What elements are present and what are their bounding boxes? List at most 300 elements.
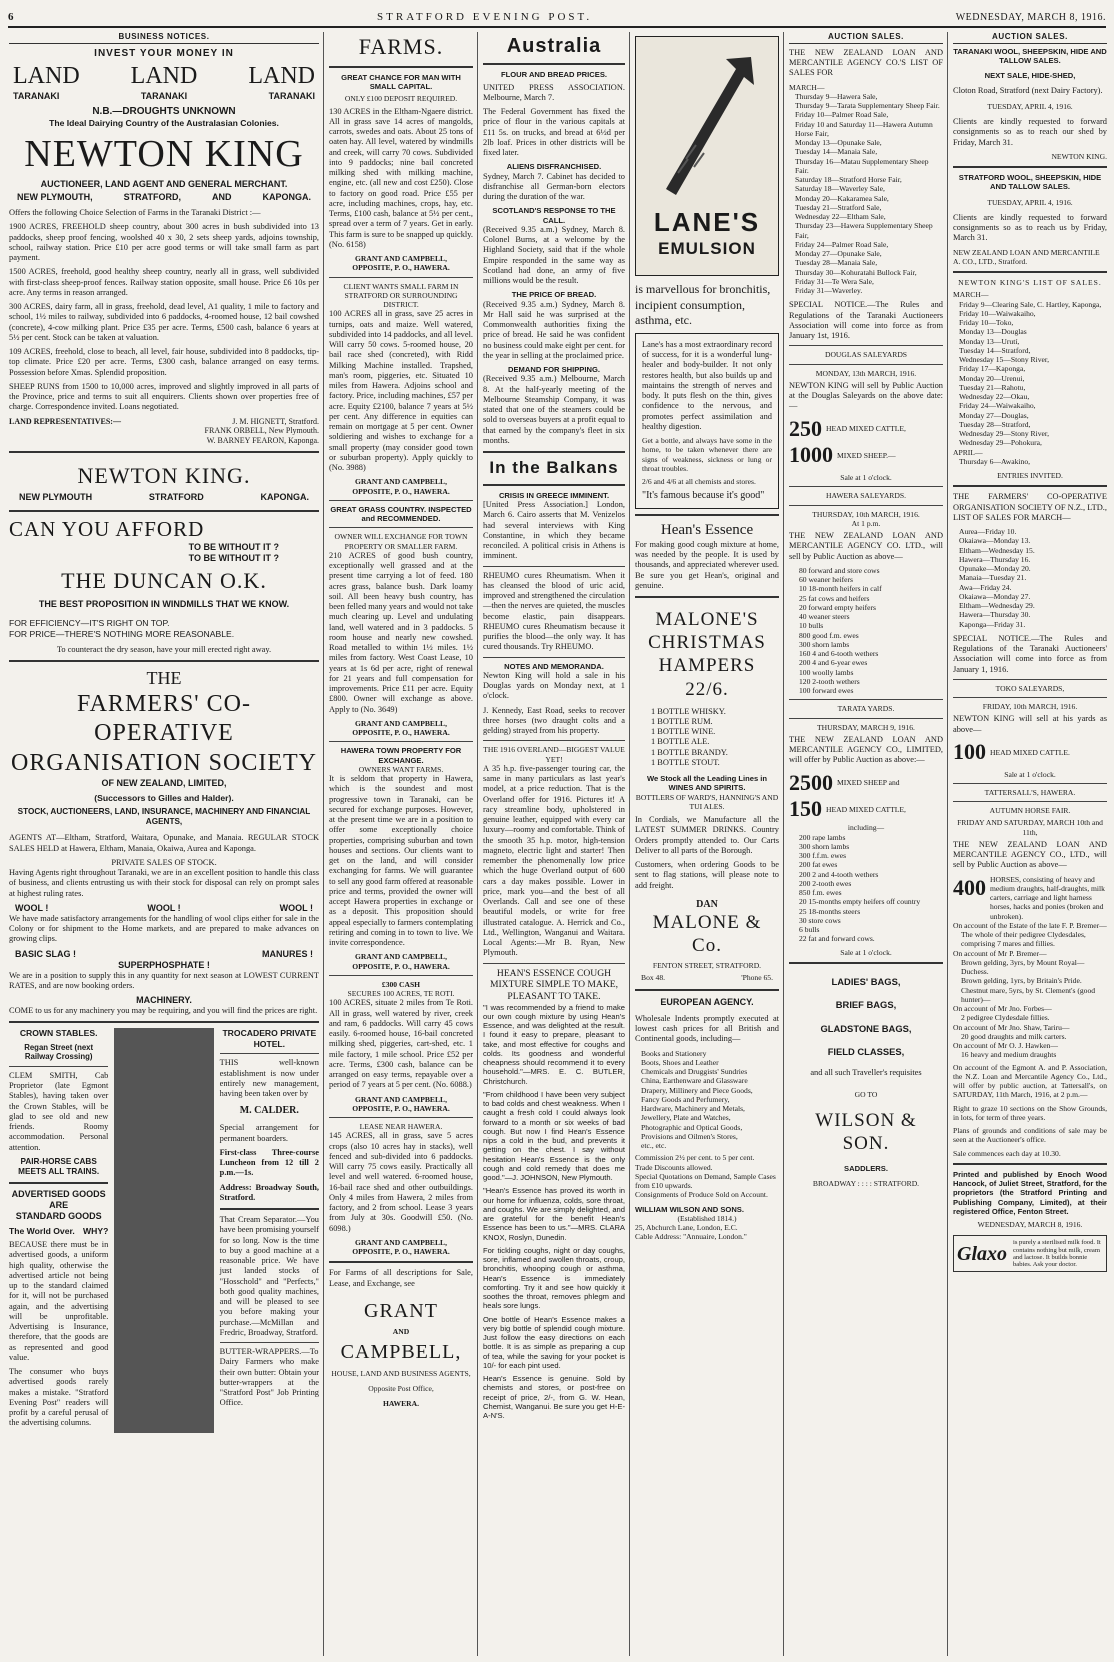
list-item: Eltham—Wednesday 29. xyxy=(959,601,1035,610)
list-item: Friday 24—Waiwakaiho, xyxy=(959,401,1036,411)
body-text: CLEM SMITH, Cab Proprietor (late Egmont Stables), having taken over the Crown Stables, will be glad to see old and new friends. Roomy accommodation. Personal attention. xyxy=(9,1070,109,1152)
dan: DAN xyxy=(696,898,718,910)
list-item: Jewellery, Plate and Watches, xyxy=(641,1113,731,1123)
glaxo-ad xyxy=(953,1235,1107,1272)
saleyard-heading: TOKO SALEYARDS, xyxy=(995,683,1065,693)
list-item: Drapery, Millinery and Piece Goods, xyxy=(641,1085,753,1095)
ad-line: To counteract the dry season, have your mill erected right away. xyxy=(56,645,272,654)
bottom-ads xyxy=(9,1028,319,1432)
testimonial: "Hean's Essence has proved its worth in our home for influenza, colds, sore throat, and coughs. We are simply delighted, and are grateful for the benefit Hean's Essence has been to us."—MRS. CLARA KNOX, Roslyn, Dunedin. xyxy=(483,1186,625,1242)
farm-listing: 1500 ACRES, freehold, good healthy sheep country, nearly all in grass, well subdivided with first-class sheep-proof fences. Railway station opposite, small house. Price £6 10s per acre. Any terms in reason arranged. xyxy=(9,267,319,297)
campbell-title: CAMPBELL, xyxy=(340,1341,462,1364)
list-item: Friday 10—Waiwakaiho, xyxy=(959,308,1036,318)
arrow-illustration-icon xyxy=(656,49,766,199)
towns-row xyxy=(9,190,319,205)
list-item: 1 BOTTLE RUM. xyxy=(651,716,713,726)
list-item: 100 woolly lambs xyxy=(799,667,854,677)
list-item: Hawera—Thursday 30. xyxy=(959,610,1031,620)
list-item: Thursday 9—Hawera Sale, xyxy=(795,91,878,101)
world-row xyxy=(9,1226,108,1236)
list-item: Saturday 18—Stratford Horse Fair, xyxy=(795,175,902,184)
sales-list xyxy=(953,527,1107,629)
news-headline: CRISIS IN GREECE IMMINENT. xyxy=(498,490,610,500)
lot-row xyxy=(789,770,943,797)
taranaki-word: TARANAKI xyxy=(140,91,188,102)
sale-date: THURSDAY, MARCH 9, 1916. xyxy=(817,722,915,732)
column-news xyxy=(480,32,628,1656)
body-text: Get a bottle, and always have some in the home, to be taken whenever there are signs of weakness, sickness or lung or throat troubles. xyxy=(642,436,772,473)
land-word: LAND xyxy=(248,62,315,89)
body-text: and all such Traveller's requisites xyxy=(810,1067,922,1077)
lot-count: 1000 xyxy=(789,442,833,468)
body-text: 2/6 and 4/6 at all chemists and stores. xyxy=(642,477,756,487)
agent-signature: GRANT AND CAMPBELL, xyxy=(354,1237,448,1247)
body-text: NEWTON KING will sell at his yards as above— xyxy=(953,714,1107,734)
superphosphate: SUPERPHOSPHATE ! xyxy=(118,959,210,970)
list-item: 300 f.f.m. ewes xyxy=(799,851,847,861)
lot-row xyxy=(789,416,943,443)
list-item: Kaponga—Friday 31. xyxy=(959,619,1026,629)
news-headline: NOTES AND MEMORANDA. xyxy=(504,661,604,671)
list-item: Tuesday 14—Stratford, xyxy=(959,345,1031,355)
sale-date: TUESDAY, APRIL 4, 1916. xyxy=(987,197,1073,207)
body-text: Wholesale Indents promptly executed at lowest cash prices for all British and Continental goods, including— xyxy=(635,1013,779,1044)
glaxo-logo: Glaxo xyxy=(957,1242,1007,1265)
farm-listing: 100 ACRES all in grass, save 25 acres in turnips, oats and maize. Well watered, subdivided into 14 paddocks, and all level. Will carry 50 cows. 5-roomed house, 20 bail race shed (concreted), with Ridd Milking Machine installed. Trapshed, man's room, piggeries, etc. Situated 10 miles from Hawera. Adjoins school and factory. Price, including machines, £57 per acre. Equity £2100, balance 7 years at 5½ per cent. Any difference in equities can remain on mortgage at 5 per cent. Owner soldiering and wishes to exchange for a small property (may consider good town or suburban property). Apply quickly to (No. 3988) xyxy=(329,309,473,473)
ad-subhead: BROADWAY : : : : STRATFORD. xyxy=(812,1178,920,1188)
body-text: Cable Address: "Annuaire, London." xyxy=(635,1232,747,1242)
list-item: Okaiawa—Monday 13. xyxy=(959,536,1031,546)
wool-row xyxy=(9,903,319,914)
news-headline: THE 1916 OVERLAND—BIGGEST VALUE YET! xyxy=(483,745,625,764)
column-rule xyxy=(477,32,478,1656)
lanes-text-box xyxy=(635,333,779,510)
newton-king-title: NEWTON KING xyxy=(24,132,304,175)
testimonial: Hean's Essence is genuine. Sold by chemists and stores, or post-free on receipt of price, 2/-, from G. W. Hean, Chemist, Wanganui. Be sure you get H-E-A-N'S. xyxy=(483,1374,625,1421)
agent-signature: GRANT AND CAMPBELL, xyxy=(354,718,448,728)
rep-name: W. BARNEY FEARON, Kaponga. xyxy=(206,436,319,446)
ad-subhead: GREAT CHANCE FOR MAN WITH SMALL CAPITAL. xyxy=(341,72,461,92)
news-body: (Received 9.35 a.m.) Sydney, March 8. Mr Hall said he was surprised at the Commonwealth authorities fixing the price of bread. He said he was confident no business could make eight per cent. for the year in selling at the proclaimed price. xyxy=(483,299,625,360)
column-rule xyxy=(947,32,948,1656)
body-text: 2 pedigree Clydesdale fillies. xyxy=(961,1013,1050,1023)
farm-listing: 130 ACRES in the Eltham-Ngaere district. All in grass save 14 acres of mangolds, carrots, swedes and oats. About 25 tons of oaten hay. All level, watered by windmills and creek, will carry 70 cows. Subdivided into 9 paddocks; nine bail concreted milking shed with milking machine, engine, etc. (all new and cost £250). Close to factory on good road. Price £55 per acre, including machines, crops, hay, etc. Terms, £100 cash, balance at 5½ per cent., spread over a term of 7 years. Get in early. This farm is sure to be snapped up quickly. (No. 6158) xyxy=(329,106,473,249)
body-text: SPECIAL NOTICE.—The Rules and Regulations of the Taranaki Auctioneers Association will come into force as from January 1st, 1916. xyxy=(789,300,943,340)
body-text: Clients are kindly requested to forward consignments so as to reach our shed by Friday, March 31. xyxy=(953,117,1107,147)
malone-title: HAMPERS xyxy=(658,655,756,677)
testimonial: "I was recommended by a friend to make our own cough mixture by using Hean's Essence, and was delighted at the result. I found it easy to prepare, pleasant to take, and most effective for coughs and colds. Its goodness and wonderful cheapness should recommend it to every household."—MRS. E. C. BUTLER, Christchurch. xyxy=(483,1002,625,1086)
list-item: Friday 17—Kaponga, xyxy=(959,364,1026,374)
body-text: In Cordials, we Manufacture all the LATEST SUMMER DRINKS. Country Orders promptly attended to. Our Carts Deliver to all parts of the Borough. xyxy=(635,815,779,855)
box: Box 48. xyxy=(641,972,666,982)
body-text: Clients are kindly requested to forward consignments so as to reach us by Friday, March 31. xyxy=(953,212,1107,243)
list-item: 160 4 and 6-tooth wethers xyxy=(799,649,879,659)
body-text: For making good cough mixture at home, was needed by the people. It is used by thousands, and appreciated wherever used. Be sure you get Hean's, original and genuine. xyxy=(635,539,779,590)
body-text: On account of the Estate of the late F. P. Bremer— xyxy=(953,920,1107,930)
sale-date: TUESDAY, APRIL 4, 1916. xyxy=(987,101,1073,111)
malone-title: CHRISTMAS xyxy=(648,632,766,654)
ad-subhead: GREAT GRASS COUNTRY. INSPECTED and RECOMMENDED. xyxy=(330,504,472,524)
lot-list xyxy=(789,833,943,944)
body-text: Plans of grounds and conditions of sale may be seen at the Auctioneer's office. xyxy=(953,1126,1107,1145)
body-text: The whole of their pedigree Clydesdales, comprising 7 mares and fillies. xyxy=(961,930,1086,949)
taranaki-word: TARANAKI xyxy=(13,91,60,102)
ad-subhead: Opposite Post Office, xyxy=(368,1384,434,1394)
list-item: etc., etc. xyxy=(641,1141,667,1151)
crown-stables-heading: CROWN STABLES. xyxy=(19,1028,98,1039)
ad-subhead: OWNER WILL EXCHANGE FOR TOWN PROPERTY OR SMALLER FARM. xyxy=(334,532,468,551)
rheumo-ad: RHEUMO cures Rheumatism. When it has cleansed the blood of uric acid, improved and strengthened the circulation—then the nerves are quieted, the muscles become elastic, pain disappears. RHEUMO cures Rheumatism because it purifies the blood—the only way. It has cured thousands. Try RHEUMO. xyxy=(483,570,625,652)
sale-date: FRIDAY, 10th MARCH, 1916. xyxy=(982,702,1078,711)
body-text: THE NEW ZEALAND LOAN AND MERCANTILE AGENCY CO., LTD., will sell by Public Auction as above— xyxy=(953,839,1107,870)
sales-list xyxy=(789,92,943,296)
list-item: 60 weaner heifers xyxy=(799,575,853,585)
body-text: We are in a position to supply this in any quantity for next season at LOWEST CURRENT RATES, and are now booking orders. xyxy=(9,970,319,990)
list-item: Books and Stationery xyxy=(641,1048,707,1058)
agent-signature: OPPOSITE, P. O., HAWERA. xyxy=(352,1103,450,1113)
taranaki-word: TARANAKI xyxy=(268,91,315,102)
list-item: Thursday 6—Awakino, xyxy=(959,456,1031,466)
signature: NEWTON KING. xyxy=(1051,151,1107,161)
ad-subhead: TO BE WITHOUT IT ? xyxy=(188,553,279,564)
ad-subhead: STRATFORD WOOL, SHEEPSKIN, HIDE AND TALLOW SALES. xyxy=(958,173,1102,192)
lot-list xyxy=(789,566,943,696)
list-item: Tuesday 28—Manaia Sale, xyxy=(795,258,878,268)
town: NEW PLYMOUTH xyxy=(19,491,93,502)
list-item: 20 15-months empty heifers off country xyxy=(799,897,921,907)
body-text: including— xyxy=(847,823,885,833)
list-item: Monday 13—Opunake Sale, xyxy=(795,138,882,147)
sale-time: Sale at 1 o'clock. xyxy=(840,947,892,957)
grant-title: GRANT xyxy=(364,1299,438,1322)
agent-signature: GRANT AND CAMPBELL, xyxy=(354,952,448,962)
saleyard-heading: TATTERSALL'S, HAWERA. xyxy=(984,787,1076,797)
ad-subhead: OWNERS WANT FARMS. xyxy=(358,764,444,774)
body-text: Right to graze 10 sections on the Show Grounds, in lots, for term of three years. xyxy=(953,1103,1107,1122)
reps-label: LAND REPRESENTATIVES:— xyxy=(9,416,121,426)
testimonial: One bottle of Hean's Essence makes a very big bottle of splendid cough mixture. Just follow the easy directions on each bottle. It is as simple as preparing a cup of tea, while the saving for your pocket is 10/- for each pint used. xyxy=(483,1314,625,1370)
list-item: 80 forward and store cows xyxy=(799,565,880,575)
body-text: Offers the following Choice Selection of Farms in the Taranaki District :— xyxy=(9,208,261,218)
body-text: THE NEW ZEALAND LOAN AND MERCANTILE AGENCY CO. LTD., will sell by Public Auction as above— xyxy=(789,531,943,561)
ad-subhead: CLIENT WANTS SMALL FARM IN STRATFORD OR SURROUNDING DISTRICT. xyxy=(343,281,459,310)
month-label: MARCH— xyxy=(953,290,989,300)
sales-list xyxy=(953,300,1107,448)
news-body: (Received 9.35 a.m.) Melbourne, March 8. At the half-yearly meeting of the Melbourne Steamship Company, it was stated that one of the steamers could be sold to overseas buyers at a profit equal to that earned by the company's fleet in six months. xyxy=(483,374,625,445)
body-text: Customers, when ordering Goods to be sent to flag stations, will please note to add freight. xyxy=(635,860,779,890)
machinery-heading: MACHINERY. xyxy=(136,995,192,1006)
lot-row xyxy=(953,875,1107,921)
body-text: On account of Mr O. J. Hawken— xyxy=(953,1041,1059,1051)
news-headline: SCOTLAND'S RESPONSE TO THE CALL. xyxy=(492,206,616,225)
list-item: 6 bulls xyxy=(799,925,820,935)
basic-slag: BASIC SLAG ! xyxy=(15,948,77,959)
malone-title: MALONE'S xyxy=(655,609,759,631)
body-text: Lane's has a most extraordinary record of success, for it is a wonderful lung-healer and body-builder. It not only restores health, but also builds up and maintains the strength of nerves and body. It puts flesh on the thin, gives confidence to the nervous, and promotes perfect assimilation and healthy digestion. xyxy=(642,339,772,431)
list-item: Tuesday 14—Manaia Sale, xyxy=(795,147,878,157)
lot-count: 400 xyxy=(953,874,986,900)
taranaki-row xyxy=(9,91,319,102)
lot-desc: HEAD MIXED CATTLE, xyxy=(826,805,906,815)
list-item: 1 BOTTLE BRANDY. xyxy=(651,747,728,757)
farm-listing: 100 ACRES, situate 2 miles from Te Roti. All in grass, well watered by river, creek and ram, 6 paddocks. Will carry 45 cows easily. 6-roomed house, 16-bail concreted milking shed, piggeries, cart-shed, etc. 1 mile factory, 1 mile school. Price £52 per acre. Terms, £300 cash, balance can be arranged on easy terms, repayable over a period of 7 years at 5 per cent. (No. 6088.) xyxy=(329,998,473,1090)
news-body: Sydney, March 7. Cabinet has decided to disfranchise all German-born electors during the duration of the war. xyxy=(483,171,625,202)
agent-signature: GRANT AND CAMPBELL, xyxy=(354,1094,448,1104)
ad-subhead: STANDARD GOODS xyxy=(15,1210,102,1221)
agent-signature: OPPOSITE, P. O., HAWERA. xyxy=(352,263,450,273)
news-headline: DEMAND FOR SHIPPING. xyxy=(508,365,600,375)
column-ads xyxy=(632,32,782,1656)
body-text: Chestnut mare, 5yrs, by St. Clement's (good hunter)— xyxy=(961,985,1096,1004)
body-text: Special Quotations on Demand, Sample Cases from £10 upwards. xyxy=(635,1171,776,1191)
imprint: Printed and published by Enoch Wood Hancock, of Juliet Street, Stratford, for the proprietors (the Stratford Printing and Publishing Company, Limited), at their registered Office, Fenton Street. xyxy=(953,1169,1107,1216)
body-text: BECAUSE there must be in advertised goods, a uniform high quality, otherwise the advertised article not being up to the standard claimed for it, will not be purchased again, and the advertising will be unprofitable. Advertising is Insurance, therefore, that the goods are as represented and good value. xyxy=(9,1240,109,1362)
body-text: BUTTER-WRAPPERS.—To Dairy Farmers who make their own butter: Obtain your butter-wrappers at the "Stratford Post" Job Printing Office. xyxy=(219,1347,319,1408)
wool-word: WOOL ! xyxy=(279,902,313,913)
hean-title: Hean's Essence xyxy=(660,522,754,539)
list-item: 10 18-month heifers in calf xyxy=(799,584,882,594)
list-item: 200 rape lambs xyxy=(799,832,846,842)
body-text: We have made satisfactory arrangements for the handling of wool clips either for sale in the Colony or for shipment to the Home markets, and are prepared to make advances on growing clips. xyxy=(9,913,319,944)
list-item: Friday 31—Waverley. xyxy=(795,286,863,295)
section-header: AUCTION SALES. xyxy=(953,32,1107,44)
body-text: Trade Discounts allowed. xyxy=(635,1162,713,1172)
list-item: 800 good f.m. ewes xyxy=(799,630,859,640)
farm-listing: 210 ACRES of good bush country, exceptionally well grassed and at the present time carrying a lot of feed. 180 acres grass, balance bush. Dark loamy soil. All been heavy bush country, has been felled many years and would not take much clearing up. Level and undulating land, well watered and in 3 paddocks. 5 room house and nearly new cowshed. Road metalled to within 1½ miles. 1½ miles from factory. West Coast Lease, 10 years at 1s 6d per acre, right of renewal for 21 years and full compensation for improvements. Price £11 per acre. Equity £800. Owner will exchange as above. Apply to (No. 3649) xyxy=(329,550,473,714)
list-item: Thursday 30—Kohuratahi Bullock Fair, xyxy=(795,267,917,277)
body-text: On account of Mr P. Bremer— xyxy=(953,948,1047,958)
body-text: THIS well-known establishment is now under entirely new management, having been taken over by xyxy=(219,1058,319,1099)
body-text: THE NEW ZEALAND LOAN AND MERCANTILE AGENCY CO., LIMITED, will offer by Public Auction as above:— xyxy=(789,734,943,765)
ad-subhead: N.B.—DROUGHTS UNKNOWN xyxy=(92,106,236,118)
rep-name: FRANK ORBELL, New Plymouth. xyxy=(204,426,319,436)
coop-the: THE xyxy=(146,668,182,689)
list-item: Chemicals and Druggists' Sundries xyxy=(641,1067,748,1077)
list-item: 100 forward ewes xyxy=(799,686,854,696)
ad-subhead: PRIVATE SALES OF STOCK. xyxy=(111,857,217,867)
list-item: Tuesday 21—Rahotu, xyxy=(959,382,1026,392)
ad-subhead: LEASE NEAR HAWERA. xyxy=(359,1122,443,1132)
body-text: THE FARMERS' CO-OPERATIVE ORGANISATION SOCIETY OF N.Z., LTD., LIST OF SALES FOR MARCH— xyxy=(953,492,1107,522)
ad-line: FOR EFFICIENCY—IT'S RIGHT ON TOP. xyxy=(9,618,170,629)
agent-signature: GRANT AND CAMPBELL, xyxy=(354,254,448,264)
ad-subhead: OF NEW ZEALAND, LIMITED, xyxy=(101,778,227,788)
emulsion-logo: EMULSION xyxy=(658,239,756,258)
ad-subhead: We Stock all the Leading Lines in WINES AND SPIRITS. xyxy=(646,774,768,793)
list-item: Boots, Shoes and Leather xyxy=(641,1057,719,1067)
news-body: [United Press Association.] London, March 6. Cairo asserts that M. Venizelos had several interviews with King Constantine, in which they became reconciled. A political crisis in Athens is imminent. xyxy=(483,500,625,561)
list-item: Provisions and Oilmen's Stores, xyxy=(641,1131,738,1141)
list-item: 120 2-tooth wethers xyxy=(799,676,860,686)
page-number: 6 xyxy=(8,11,14,23)
sale-time: Sale at 1 o'clock. xyxy=(840,473,892,483)
list-item: Friday 10—Palmer Road Sale, xyxy=(795,110,889,120)
list-item: Hawera—Thursday 16. xyxy=(959,554,1031,564)
list-item: 30 store cows xyxy=(799,915,841,925)
windmill-headline: CAN YOU AFFORD xyxy=(9,516,205,541)
bags-line: FIELD CLASSES, xyxy=(827,1046,905,1058)
glaxo-text: is purely a sterilised milk food. It contains nothing but milk, cream and lactose. It builds bonnie babies. Ask your doctor. xyxy=(1013,1239,1101,1269)
list-item: Photographic and Optical Goods, xyxy=(641,1122,743,1132)
land-row xyxy=(9,62,319,91)
ad-subhead: THE BEST PROPOSITION IN WINDMILLS THAT WE KNOW. xyxy=(38,599,290,610)
town: KAPONGA. xyxy=(262,192,311,203)
column-business-notices xyxy=(6,32,322,1656)
issue-date: WEDNESDAY, MARCH 8, 1916. xyxy=(955,11,1106,23)
hamper-list xyxy=(635,707,779,769)
sale-time: Sale at 1 o'clock. xyxy=(1004,769,1056,779)
body-text: 16 heavy and medium draughts xyxy=(961,1050,1057,1060)
malone-co: MALONE & Co. xyxy=(652,912,762,957)
section-header: BUSINESS NOTICES. xyxy=(9,32,319,44)
sale-date: FRIDAY AND SATURDAY, MARCH 10th and 11th, xyxy=(957,818,1103,837)
body-text: Brown gelding, 1yrs, by Britain's Pride. xyxy=(961,976,1082,986)
body-text: Cloton Road, Stratford (next Dairy Factory). xyxy=(953,85,1103,95)
list-item: 300 shorn lambs xyxy=(799,841,850,851)
ad-subhead: NEXT SALE, HIDE-SHED, xyxy=(984,71,1076,81)
testimonial: For tickling coughs, night or day coughs, sore, inflamed and swollen throats, croup, bronchitis, whooping cough or asthma, Hean's Essence is immediately comforting. Try it and see how quickly it soothes the throat, removes phlegm and heals sore lungs. xyxy=(483,1245,625,1311)
list-item: Wednesday 22—Eltham Sale, xyxy=(795,212,886,221)
ad-subhead: ADVERTISED GOODS ARE xyxy=(11,1188,106,1210)
and-word: AND xyxy=(392,1327,410,1337)
wilson-signature: WILLIAM WILSON AND SONS. xyxy=(635,1204,744,1214)
list-item: 1 BOTTLE WHISKY. xyxy=(651,706,726,716)
news-body: (Received 9.35 a.m.) Sydney, March 8. Colonel Burns, at a welcome by the Highland Society, said that if the whole Empire responded in the same way as Scotland had done, an army of five millions would be the result. xyxy=(483,224,625,286)
list-item: China, Earthenware and Glassware xyxy=(641,1076,748,1086)
column-rule xyxy=(629,32,630,1656)
goods-list xyxy=(635,1049,779,1151)
ad-subhead: (Successors to Gilles and Halder). xyxy=(94,792,234,803)
bags-line: BRIEF BAGS, xyxy=(835,999,897,1011)
body-text: GO TO xyxy=(854,1089,878,1099)
ad-subhead: SADDLERS. xyxy=(844,1163,888,1173)
ad-subhead: HOUSE, LAND AND BUSINESS AGENTS, xyxy=(331,1368,471,1378)
lot-desc: HEAD MIXED CATTLE. xyxy=(990,747,1070,757)
sale-date: THURSDAY, 10th MARCH, 1916. xyxy=(812,509,920,519)
ad-subhead: TO BE WITHOUT IT ? xyxy=(188,542,279,553)
list-item: Aurea—Friday 10. xyxy=(959,527,1017,536)
imprint-date: WEDNESDAY, MARCH 8, 1916. xyxy=(977,1220,1083,1230)
list-item: Hardware, Machinery and Metals, xyxy=(641,1104,745,1114)
european-agency-heading: EUROPEAN AGENCY. xyxy=(660,996,754,1007)
list-item: Monday 13—Douglas xyxy=(959,327,1027,337)
slogan: "It's famous because it's good" xyxy=(642,490,765,502)
column-auction-sales-2 xyxy=(950,32,1110,1656)
section-header: AUCTION SALES. xyxy=(789,32,943,44)
news-headline: ALIENS DISFRANCHISED. xyxy=(506,162,602,172)
ad-subhead: The Ideal Dairying Country of the Australasian Colonies. xyxy=(49,118,279,129)
signature: NEW ZEALAND LOAN AND MERCANTILE A. CO., LTD., Stratford. xyxy=(953,247,1100,266)
manure-row xyxy=(9,949,319,960)
list-item: Opunake—Monday 20. xyxy=(959,564,1031,573)
lot-row xyxy=(789,796,943,823)
ad-subhead: TARANAKI WOOL, SHEEPSKIN, HIDE AND TALLOW SALES. xyxy=(953,46,1107,65)
farm-listing: SHEEP RUNS from 1500 to 10,000 acres, improved and slightly improved in all parts of the Province, price and terms to suit all enquirers. Clients shown over properties free of charge. Correspondence invited. Loans negotiated. xyxy=(9,381,319,412)
list-item: Monday 13—Urutí, xyxy=(959,336,1020,346)
rep-name: J. M. HIGNETT, Stratford. xyxy=(232,416,319,426)
lot-desc: MIXED SHEEP.— xyxy=(837,451,896,461)
heans-headline: HEAN'S ESSENCE COUGH MIXTURE SIMPLE TO MAKE, PLEASANT TO TAKE. xyxy=(489,967,619,1003)
ad-subhead: AUCTIONEER, LAND AGENT AND GENERAL MERCHANT. xyxy=(40,179,288,190)
sale-date: MONDAY, 13th MARCH, 1916. xyxy=(815,368,917,378)
ad-subhead: PAIR-HORSE CABS MEETS ALL TRAINS. xyxy=(18,1156,100,1176)
news-body: Newton King will hold a sale in his Douglas yards on Monday next, at 1 o'clock. xyxy=(483,670,625,701)
testimonial: "From childhood I have been very subject to bad colds and chest weakness. When I caught a fresh cold I could always look forward to a month or six weeks of bad cough. But now I find Hean's Essence nips a cold in the bud, and prevents it getting on the chest. I say without hesitation Hean's Essence is the only cough and cold remedy that does me good."—J. JOHNSON, New Plymouth. xyxy=(483,1089,625,1183)
list-item: Monday 27—Opunake Sale, xyxy=(795,249,882,258)
ad-subhead: BOTTLERS OF WARD'S, HANNING'S AND TUI ALES. xyxy=(635,792,779,811)
ad-subhead: NEWTON KING'S LIST OF SALES. xyxy=(958,278,1102,287)
ad-subhead: ONLY £100 DEPOSIT REQUIRED. xyxy=(344,94,458,104)
column-farms xyxy=(326,32,476,1656)
masthead xyxy=(8,8,1106,28)
list-item: 20 forward empty heifers xyxy=(799,602,876,612)
world: The World Over. xyxy=(9,1225,75,1236)
sale-time: At 1 p.m. xyxy=(851,518,881,528)
list-item: 1 BOTTLE WINE. xyxy=(651,727,716,737)
news-headline: THE PRICE OF BREAD. xyxy=(511,290,597,300)
town: AND xyxy=(211,192,232,203)
list-item: Manaia—Tuesday 21. xyxy=(959,573,1027,583)
list-item: Saturday 18—Waverley Sale, xyxy=(795,184,885,194)
list-item: Wednesday 29—Pohokura, xyxy=(959,438,1042,448)
lanes-logo: LANE'S xyxy=(653,207,761,237)
body-text: That Cream Separator.—You have been promising yourself for so long. Now is the time to buy a good machine at a reasonable price. We have just landed stocks of "Hosschold" and "Perfects," both good quality machines, and will be pleased to see you before making your purchase.—McMillan and Fredric, Broadway, Stratford. xyxy=(219,1215,319,1337)
town: KAPONGA. xyxy=(260,491,309,502)
body-text: COME to us for any machinery you may be requiring, and you will find the prices are right. xyxy=(9,1006,318,1016)
list-item: Tuesday 21—Stratford Sale, xyxy=(795,202,882,212)
list-item: 1 BOTTLE ALE. xyxy=(651,737,710,747)
list-item: 25 fat cows and heifers xyxy=(799,593,870,603)
overland-ad: A 35 h.p. five-passenger touring car, the same in many particulars as last year's model, at a price reduction. That is the Overland offer for 1916. Pictures it! A racy streamline body, upholstered in genuine leather, equipped with every car luxury—roomy and comfortable. Think of the smooth 35 h.p. motor, high-tension magneto, electric light and starter! Then remember the phenomenally low price which the huge Overland output of 600 cars a day makes possible. Lower in price, mark you—and the best of all Overlands. Call and see one of these beautiful models, or write for free illustrated catalogue. A. Herrick and Co., Ltd., Wellington, Wanganui and Waitara. Local Agents:—Mr B. Ryan, New Plymouth. xyxy=(483,763,625,958)
son-title: SON. xyxy=(842,1133,890,1155)
agent-signature: GRANT AND CAMPBELL, xyxy=(354,477,448,487)
ad-subhead: ENTRIES INVITED. xyxy=(997,471,1063,480)
coop-title: FARMERS' CO-OPERATIVE xyxy=(77,691,251,747)
news-body: The Federal Government has fixed the price of flour in the various capitals at £11 5s. on trucks, and bread at 6½d per 2lb loaf. Prices in other districts will be fixed later. xyxy=(483,107,625,158)
list-item: 200 4 and 6-year ewes xyxy=(799,658,868,668)
list-item: Wednesday 15—Stony River, xyxy=(959,355,1049,364)
coop-title: ORGANISATION SOCIETY xyxy=(11,749,317,776)
list-item: Thursday 16—Matau Supplementary Sheep Fair. xyxy=(795,156,929,175)
list-item: Wednesday 29—Stony River, xyxy=(959,429,1049,438)
town: STRATFORD, xyxy=(123,192,181,203)
lot-count: 100 xyxy=(953,738,986,764)
body-text: First-class Three-course Luncheon from 12 till 2 p.m.—1s. xyxy=(219,1147,319,1178)
body-text: Address: Broadway South, Stratford. xyxy=(219,1182,319,1202)
ad-line: FOR PRICE—THERE'S NOTHING MORE REASONABLE. xyxy=(9,628,235,639)
lanes-tagline: is marvellous for bronchitis, incipient consumption, asthma, etc. xyxy=(635,282,771,328)
news-headline: FLOUR AND BREAD PRICES. xyxy=(500,70,608,80)
duncan-headline: THE DUNCAN O.K. xyxy=(61,568,267,594)
list-item: Friday 24—Palmer Road Sale, xyxy=(795,239,889,249)
body-text: Sale commences each day at 10.30. xyxy=(953,1148,1061,1158)
list-item: Friday 10 and Saturday 11—Hawera Autumn Horse Fair, xyxy=(795,119,933,138)
ad-subhead: FENTON STREET, STRATFORD. xyxy=(652,961,762,971)
ad-subhead: STOCK, AUCTIONEERS, LAND, INSURANCE, MACHINERY AND FINANCIAL AGENTS, xyxy=(17,807,311,827)
lot-count: 2500 xyxy=(789,769,833,795)
list-item: Awa—Friday 24. xyxy=(959,582,1012,592)
lot-desc: HEAD MIXED CATTLE, xyxy=(826,424,906,434)
ad-headline: INVEST YOUR MONEY IN xyxy=(94,47,234,59)
ad-subhead: HAWERA TOWN PROPERTY FOR EXCHANGE. xyxy=(340,746,462,765)
list-item: Monday 27—Douglas, xyxy=(959,410,1029,420)
lot-desc: MIXED SHEEP and xyxy=(837,778,900,788)
contact-row xyxy=(635,971,779,984)
farm-listing: 1900 ACRES, FREEHOLD sheep country, about 300 acres in bush subdivided into 13 paddocks, sheep proof fencing, woolshed 40 x 30, 2 sets sheep yards, adjoins township, school, railway station. Price £10 per acre good terms or will take small farm as part payment. xyxy=(9,222,319,263)
list-item: 300 shorn lambs xyxy=(799,639,850,649)
balkans-heading: In the Balkans xyxy=(489,458,619,478)
representatives xyxy=(9,417,319,446)
